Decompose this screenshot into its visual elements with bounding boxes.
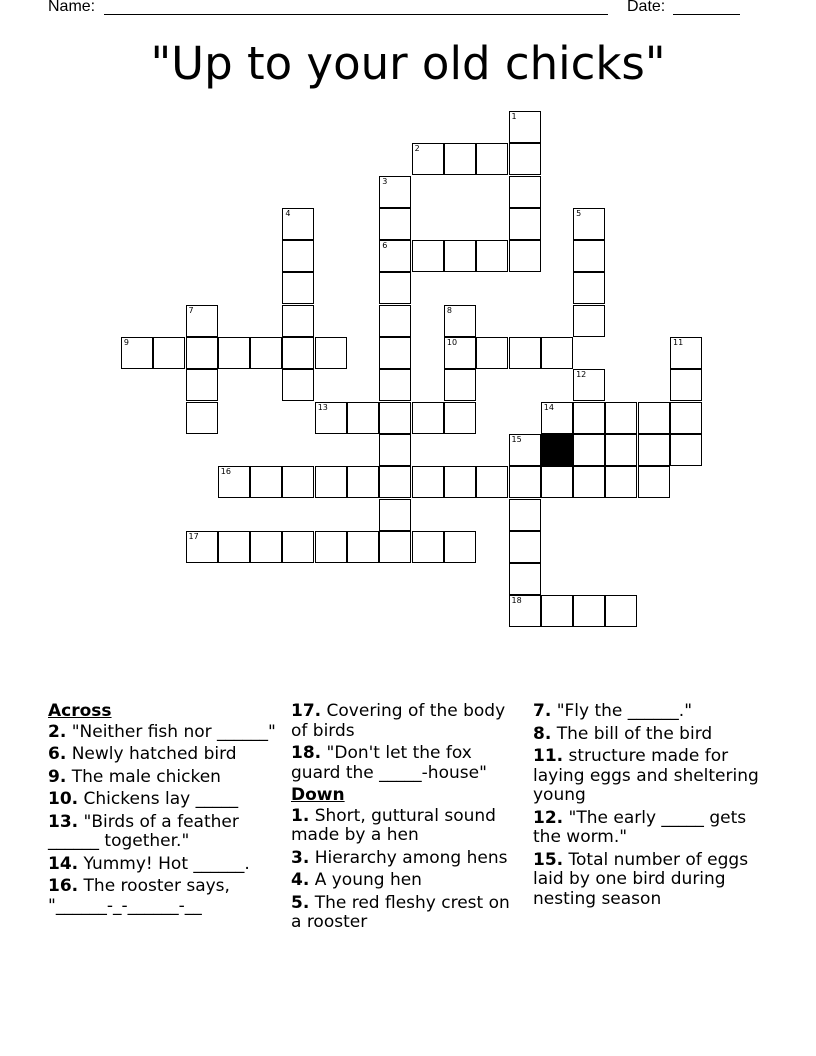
clue-item-number: 7. (533, 701, 552, 721)
crossword-cell[interactable] (282, 240, 314, 272)
crossword-cell[interactable] (186, 531, 218, 563)
crossword-cell[interactable] (282, 531, 314, 563)
clue-item (291, 894, 519, 933)
crossword-cell[interactable] (379, 402, 411, 434)
crossword-cell[interactable] (444, 305, 476, 337)
clue-item-text: Chickens lay _____ (83, 789, 239, 809)
crossword-cell[interactable] (509, 240, 541, 272)
clue-item-text: structure made for laying eggs and sheltering young (533, 746, 759, 805)
crossword-cell[interactable] (412, 402, 444, 434)
crossword-cell[interactable] (638, 434, 670, 466)
crossword-cell[interactable] (379, 337, 411, 369)
crossword-cell[interactable] (541, 402, 573, 434)
crossword-cell[interactable] (670, 402, 702, 434)
clue-item (533, 725, 761, 745)
crossword-cell[interactable] (670, 337, 702, 369)
crossword-cell[interactable] (476, 240, 508, 272)
clue-item (533, 747, 761, 806)
clue-item-text: "Don't let the fox guard the _____-house" (291, 743, 487, 783)
clue-item (48, 790, 276, 810)
clue-item-number: 13. (48, 811, 79, 832)
clue-item (48, 877, 276, 916)
crossword-cell[interactable] (476, 466, 508, 498)
clue-item-text: "Fly the ______." (556, 701, 693, 721)
clue-item (48, 813, 276, 852)
clue-item-text: The male chicken (71, 766, 221, 787)
clue-item-number: 14. (48, 853, 79, 874)
crossword-cell[interactable] (541, 595, 573, 627)
clue-item-text: The bill of the bird (556, 723, 713, 744)
crossword-cell[interactable] (444, 143, 476, 175)
clue-number: 18 (511, 596, 522, 606)
crossword-cell[interactable] (186, 369, 218, 401)
crossword-cell[interactable] (250, 531, 282, 563)
black-square (541, 434, 573, 466)
crossword-cell[interactable] (638, 466, 670, 498)
crossword-cell[interactable] (347, 466, 379, 498)
clue-item-number: 12. (533, 807, 564, 828)
clue-number: 13 (317, 402, 328, 412)
clue-item (533, 702, 761, 722)
crossword-cell[interactable] (315, 337, 347, 369)
crossword-cell[interactable] (573, 466, 605, 498)
clue-item (48, 768, 276, 788)
crossword-cell[interactable] (379, 466, 411, 498)
clue-number: 17 (188, 531, 199, 541)
crossword-cell[interactable] (379, 240, 411, 272)
crossword-cell[interactable] (412, 240, 444, 272)
crossword-cell[interactable] (250, 466, 282, 498)
clue-item-number: 5. (291, 892, 310, 913)
clue-number: 15 (511, 434, 522, 444)
crossword-cell[interactable] (605, 466, 637, 498)
crossword-cell[interactable] (186, 305, 218, 337)
crossword-cell[interactable] (444, 337, 476, 369)
crossword-cell[interactable] (605, 434, 637, 466)
clue-item (533, 851, 761, 910)
crossword-cell[interactable] (509, 466, 541, 498)
crossword-cell[interactable] (444, 402, 476, 434)
crossword-cell[interactable] (573, 369, 605, 401)
crossword-cell[interactable] (412, 531, 444, 563)
crossword-cell[interactable] (379, 369, 411, 401)
crossword-cell[interactable] (282, 369, 314, 401)
crossword-cell[interactable] (476, 143, 508, 175)
clue-number: 12 (576, 370, 587, 380)
clue-number: 4 (285, 208, 291, 218)
crossword-cell[interactable] (509, 531, 541, 563)
crossword-cell[interactable] (573, 272, 605, 304)
across-clue-list-continued (291, 702, 519, 783)
crossword-cell[interactable] (153, 337, 185, 369)
crossword-cell[interactable] (412, 143, 444, 175)
down-clue-list-continued (533, 702, 761, 909)
clue-number: 8 (446, 305, 452, 315)
crossword-cell[interactable] (315, 402, 347, 434)
clue-item-number: 4. (291, 870, 310, 890)
clue-number: 1 (511, 111, 517, 121)
clue-number: 2 (414, 144, 420, 154)
clue-item-text: Covering of the body of birds (291, 701, 506, 741)
crossword-cell[interactable] (509, 563, 541, 595)
crossword-cell[interactable] (347, 402, 379, 434)
clue-item (48, 745, 276, 765)
clue-item-text: Newly hatched bird (71, 744, 237, 764)
crossword-cell[interactable] (379, 272, 411, 304)
crossword-cell[interactable] (573, 240, 605, 272)
clue-item-number: 10. (48, 789, 79, 809)
crossword-cell[interactable] (509, 337, 541, 369)
crossword-cell[interactable] (218, 531, 250, 563)
crossword-cell[interactable] (605, 402, 637, 434)
clue-item (291, 871, 519, 891)
name-label: Name: (48, 0, 96, 15)
crossword-cell[interactable] (509, 499, 541, 531)
crossword-cell[interactable] (541, 466, 573, 498)
clue-item-number: 8. (533, 723, 552, 744)
clue-number: 16 (220, 467, 231, 477)
crossword-cell[interactable] (509, 208, 541, 240)
crossword-cell[interactable] (379, 499, 411, 531)
crossword-cell[interactable] (315, 466, 347, 498)
crossword-cell[interactable] (573, 595, 605, 627)
clue-item-number: 6. (48, 744, 67, 764)
clue-item (291, 702, 519, 741)
crossword-cell[interactable] (509, 595, 541, 627)
clue-item-text: The rooster says, "______-_-______-__ (48, 876, 230, 916)
clue-item (291, 744, 519, 783)
crossword-cell[interactable] (282, 466, 314, 498)
crossword-cell[interactable] (282, 305, 314, 337)
crossword-cell[interactable] (573, 434, 605, 466)
crossword-cell[interactable] (412, 466, 444, 498)
clue-item-number: 16. (48, 876, 79, 896)
crossword-cell[interactable] (509, 143, 541, 175)
crossword-cell[interactable] (509, 111, 541, 143)
clue-number: 10 (446, 338, 458, 347)
crossword-cell[interactable] (121, 337, 153, 369)
clue-number: 3 (382, 176, 388, 186)
crossword-cell[interactable] (250, 337, 282, 369)
crossword-cell[interactable] (670, 434, 702, 466)
crossword-cell[interactable] (509, 434, 541, 466)
crossword-cell[interactable] (218, 337, 250, 369)
across-clue-list (48, 723, 276, 917)
crossword-cell[interactable] (573, 402, 605, 434)
crossword-cell[interactable] (670, 369, 702, 401)
clue-item-text: Yummy! Hot ______. (83, 853, 250, 874)
crossword-cell[interactable] (282, 272, 314, 304)
crossword-cell[interactable] (379, 434, 411, 466)
crossword-cell[interactable] (186, 337, 218, 369)
clue-item-text: Short, guttural sound made by a hen (291, 805, 496, 845)
clue-item-text: "Birds of a feather ______ together." (48, 811, 239, 851)
clue-item-number: 18. (291, 743, 322, 763)
down-heading: Down (291, 785, 345, 805)
clue-item (48, 723, 276, 743)
clue-column-2 (291, 702, 519, 936)
clue-item-text: "The early _____ gets the worm." (533, 807, 747, 847)
crossword-cell[interactable] (218, 466, 250, 498)
crossword-cell[interactable] (476, 337, 508, 369)
clue-number: 7 (188, 305, 194, 315)
crossword-cell[interactable] (379, 176, 411, 208)
clue-item-number: 17. (291, 701, 322, 721)
clue-number: 5 (576, 208, 582, 218)
clue-item-number: 11. (533, 746, 564, 766)
crossword-cell[interactable] (573, 305, 605, 337)
across-heading: Across (48, 701, 112, 721)
crossword-cell[interactable] (541, 337, 573, 369)
clue-item (533, 809, 761, 848)
clue-item-text: A young hen (314, 870, 422, 890)
clue-column-3 (533, 702, 761, 912)
crossword-cell[interactable] (605, 595, 637, 627)
clue-item (48, 855, 276, 875)
clue-item-number: 2. (48, 721, 67, 742)
crossword-cell[interactable] (282, 208, 314, 240)
date-label: Date: (627, 0, 666, 15)
clue-number: 14 (543, 402, 554, 412)
crossword-cell[interactable] (379, 531, 411, 563)
clue-item-number: 9. (48, 766, 67, 787)
clue-number: 11 (673, 338, 684, 347)
crossword-cell[interactable] (444, 369, 476, 401)
crossword-cell[interactable] (444, 531, 476, 563)
crossword-cell[interactable] (444, 466, 476, 498)
crossword-cell[interactable] (573, 208, 605, 240)
crossword-cell[interactable] (509, 176, 541, 208)
crossword-cell[interactable] (444, 240, 476, 272)
clue-item (291, 807, 519, 846)
crossword-cell[interactable] (379, 305, 411, 337)
down-clue-list (291, 807, 519, 933)
crossword-cell[interactable] (347, 531, 379, 563)
crossword-cell[interactable] (315, 531, 347, 563)
clue-number: 9 (123, 338, 129, 347)
clue-item-number: 3. (291, 847, 310, 868)
crossword-cell[interactable] (379, 208, 411, 240)
clue-item-text: The red fleshy crest on a rooster (291, 892, 510, 932)
clue-column-1 (48, 702, 276, 919)
crossword-cell[interactable] (186, 402, 218, 434)
clue-item-text: "Neither fish nor ______" (71, 721, 276, 742)
clue-number: 6 (382, 241, 388, 251)
crossword-cell[interactable] (638, 402, 670, 434)
clue-item-number: 15. (533, 849, 564, 870)
clue-item (291, 849, 519, 869)
clue-item-text: Hierarchy among hens (314, 847, 508, 868)
puzzle-title: "Up to your old chicks" (150, 37, 666, 90)
clue-item-text: Total number of eggs laid by one bird during nesting season (533, 849, 749, 909)
crossword-cell[interactable] (282, 337, 314, 369)
clue-item-number: 1. (291, 805, 310, 826)
